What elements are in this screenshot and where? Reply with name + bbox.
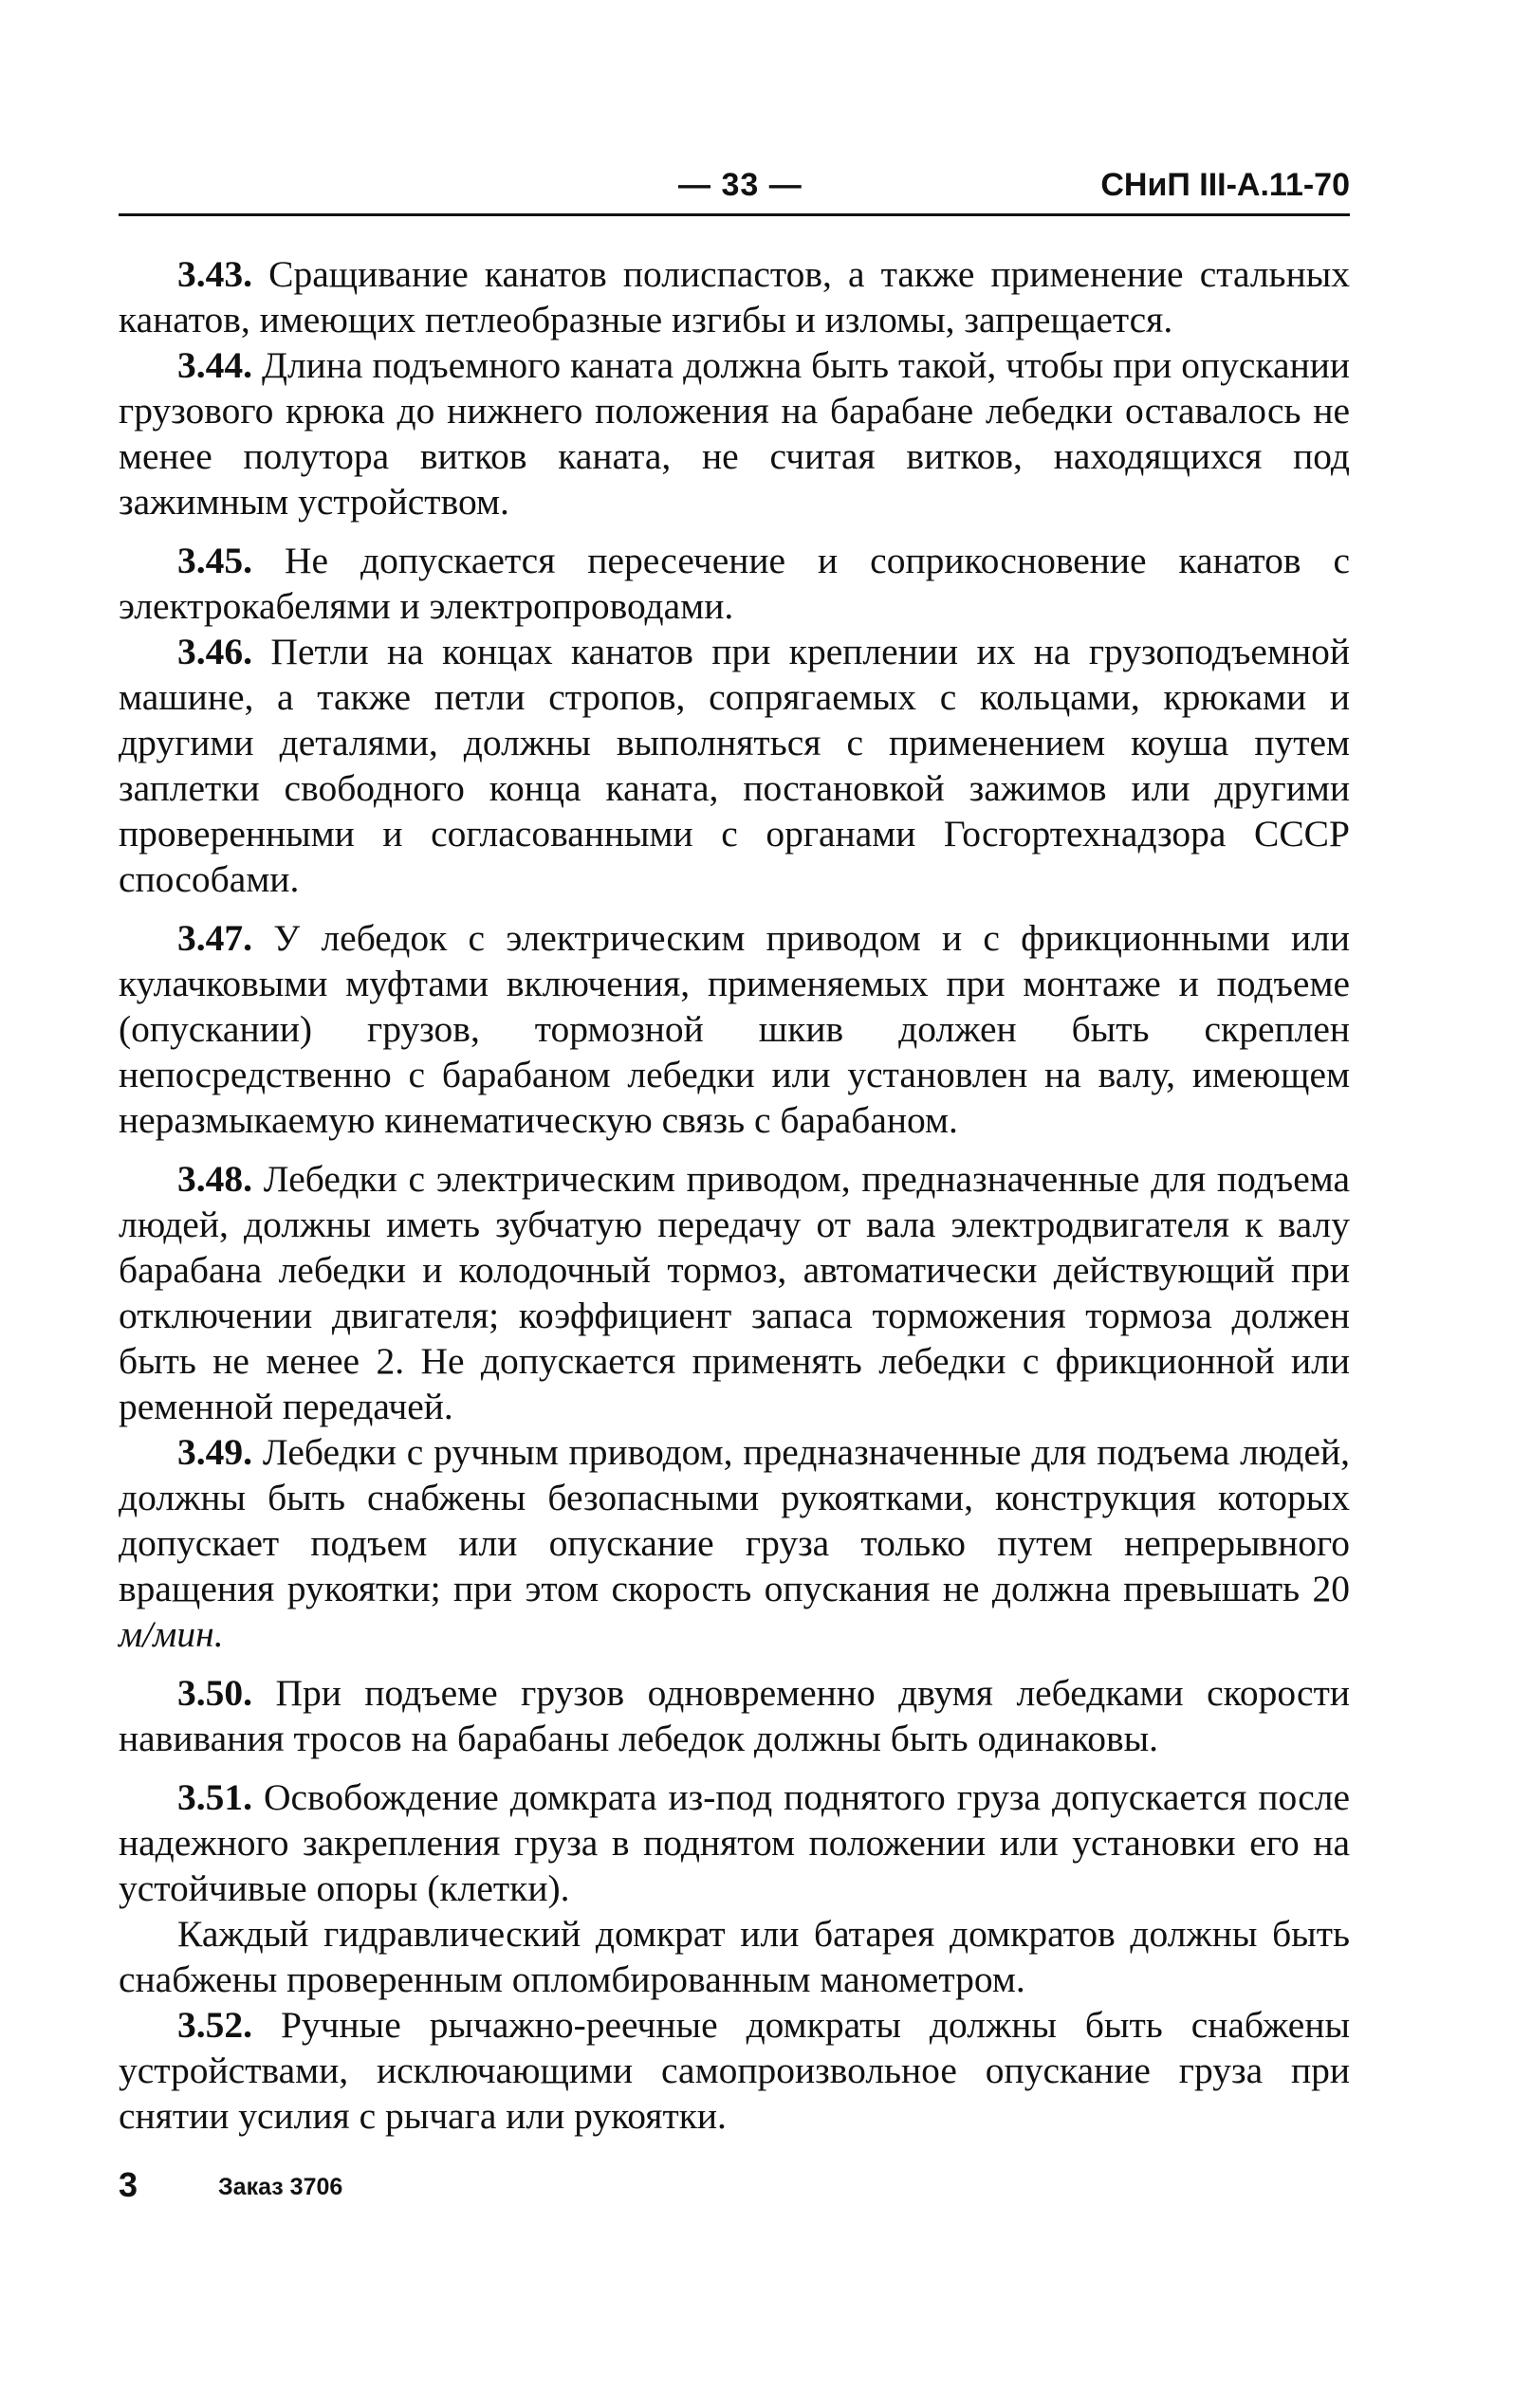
- paragraph-3-51-continued: [119, 1911, 1350, 2002]
- signature-number: 3: [119, 2165, 138, 2204]
- paragraph-text: Ручные рычажно-реечные домкраты должны быть снабжены устройствами, исключающими самопроизвольное опускание груза при снятии усилия с рычага или рукоятки.: [119, 2004, 1350, 2137]
- speed-unit: м/мин.: [119, 1613, 224, 1655]
- header-rule: [119, 213, 1350, 216]
- paragraph-text: Освобождение домкрата из-под поднятого груза допускается после надежного закрепления груза в поднятом положении или установки его на устойчивые опоры (клетки).: [119, 1776, 1350, 1909]
- paragraph-3-43: [119, 251, 1350, 342]
- paragraph-3-44: [119, 342, 1350, 524]
- paragraph-3-52: [119, 2002, 1350, 2139]
- paragraph-3-50: [119, 1670, 1350, 1761]
- paragraph-number: 3.50.: [177, 1672, 252, 1714]
- paragraph-text: Лебедки с электрическим приводом, предназначенные для подъема людей, должны иметь зубчатую передачу от вала электродвигателя к валу барабана лебедки и колодочный тормоз, автоматически действующий при отключении двигателя; коэффициент запаса торможения тормоза должен быть не менее 2. Не допускается применять лебедки с фрикционной или ременной передачей.: [119, 1158, 1350, 1427]
- paragraph-number: 3.47.: [177, 917, 252, 959]
- paragraph-number: 3.45.: [177, 540, 252, 581]
- page-header: [119, 161, 1350, 218]
- paragraph-text: У лебедок с электрическим приводом и с фрикционными или кулачковыми муфтами включения, применяемых при монтаже и подъеме (опускании) грузов, тормозной шкив должен быть скреплен непосредственно с барабаном лебедки или установлен на валу, имеющем неразмыкаемую кинематическую связь с барабаном.: [119, 917, 1350, 1141]
- paragraph-text: При подъеме грузов одновременно двумя лебедками скорости навивания тросов на барабаны лебедок должны быть одинаковы.: [119, 1672, 1350, 1759]
- paragraph-text: Петли на концах канатов при креплении их на грузоподъемной машине, а также петли стропов, сопрягаемых с кольцами, крюками и другими деталями, должны выполняться с применением коуша путем заплетки свободного конца каната, постановкой зажимов или другими проверенными и согласованными с органами Госгортехнадзора СССР способами.: [119, 631, 1350, 900]
- paragraph-text: Не допускается пересечение и соприкосновение канатов с электрокабелями и электропроводами.: [119, 540, 1350, 627]
- print-order: Заказ 3706: [218, 2174, 343, 2200]
- paragraph-text: Каждый гидравлический домкрат или батарея домкратов должны быть снабжены проверенным опломбированным манометром.: [119, 1913, 1350, 2000]
- paragraph-number: 3.51.: [177, 1776, 252, 1818]
- page-footer: [119, 2164, 688, 2212]
- paragraph-3-47: [119, 915, 1350, 1143]
- paragraph-text: Лебедки с ручным приводом, предназначенные для подъема людей, должны быть снабжены безопасными рукоятками, конструкция которых допускает подъем или опускание груза только путем непрерывного вращения рукоятки; при этом скорость опускания не должна превышать 20: [119, 1431, 1350, 1609]
- paragraph-number: 3.52.: [177, 2004, 252, 2046]
- paragraph-number: 3.43.: [177, 253, 252, 295]
- paragraph-number: 3.48.: [177, 1158, 252, 1200]
- paragraph-3-45: [119, 538, 1350, 629]
- page-number: — 33 —: [678, 167, 803, 203]
- paragraph-number: 3.49.: [177, 1431, 252, 1473]
- paragraph-3-51: [119, 1774, 1350, 1911]
- paragraph-3-46: [119, 629, 1350, 902]
- paragraph-text: Длина подъемного каната должна быть такой, чтобы при опускании грузового крюка до нижнего положения на барабане лебедки оставалось не менее полутора витков каната, не считая витков, находящихся под зажимным устройством.: [119, 344, 1350, 523]
- document-code: СНиП III-А.11-70: [1100, 167, 1350, 203]
- paragraph-number: 3.44.: [177, 344, 252, 386]
- document-body: [119, 251, 1350, 2139]
- paragraph-3-49: [119, 1429, 1350, 1657]
- paragraph-number: 3.46.: [177, 631, 252, 672]
- paragraph-text: Сращивание канатов полиспастов, а также применение стальных канатов, имеющих петлеобразные изгибы и изломы, запрещается.: [119, 253, 1350, 340]
- paragraph-3-48: [119, 1156, 1350, 1429]
